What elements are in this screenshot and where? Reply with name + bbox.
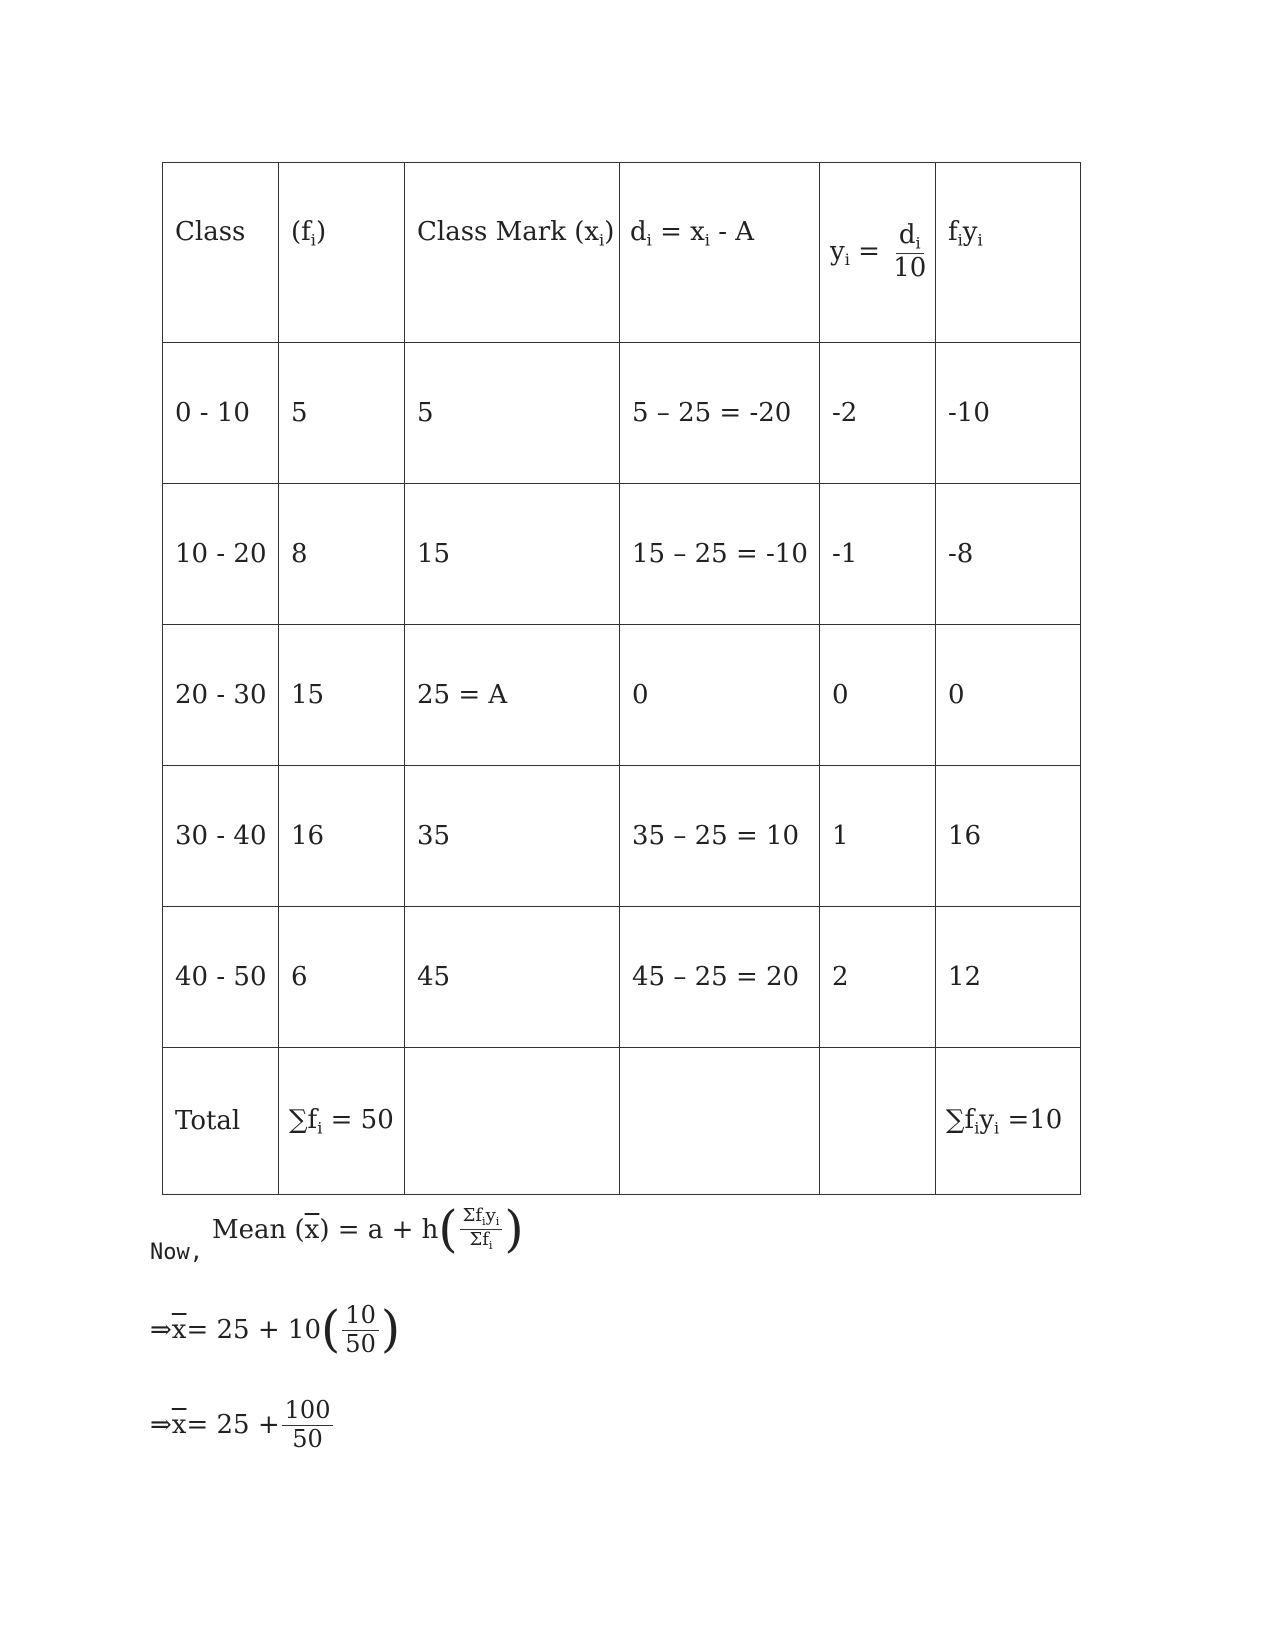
- mean-fraction: $\frac{\Sigma f_iy_i}{\Sigma f_i}$: [460, 1206, 503, 1252]
- header-fy: $f_iy_i$: [936, 163, 1081, 343]
- cell-sum-frequency: $\sum f_i = 50$: [279, 1048, 405, 1195]
- now-label: Now,: [150, 1240, 203, 1265]
- cell-step-deviation: 0: [820, 625, 936, 766]
- cell-empty: [405, 1048, 620, 1195]
- table-row: [163, 907, 1081, 1048]
- simplified-fraction: $\frac{100}{50}$: [282, 1397, 334, 1453]
- cell-class: 40 - 50: [163, 907, 279, 1048]
- cell-frequency: 5: [279, 343, 405, 484]
- cell-class: 30 - 40: [163, 766, 279, 907]
- cell-total-label: Total: [163, 1048, 279, 1195]
- mean-formula: Mean ( $\overline{x}$ ) = a + h ( $\frac{\Sigma f_iy_i}{\Sigma f_i}$ ): [212, 1200, 524, 1258]
- cell-empty: [620, 1048, 820, 1195]
- cell-fy: -8: [936, 484, 1081, 625]
- cell-frequency: 8: [279, 484, 405, 625]
- header-class-mark: Class Mark $(x_i)$: [405, 163, 620, 343]
- cell-fy: 12: [936, 907, 1081, 1048]
- substitution-fraction: $\frac{10}{50}$: [342, 1302, 379, 1358]
- simplified-formula: ⇒ $\overline{x}$ = 25 + $\frac{100}{50}$: [150, 1397, 335, 1453]
- table-row: [163, 625, 1081, 766]
- cell-class-mark: 5: [405, 343, 620, 484]
- cell-class: 10 - 20: [163, 484, 279, 625]
- cell-class-mark: 35: [405, 766, 620, 907]
- cell-class: 20 - 30: [163, 625, 279, 766]
- table-row: [163, 766, 1081, 907]
- cell-deviation: 35 – 25 = 10: [620, 766, 820, 907]
- cell-class-mark: 45: [405, 907, 620, 1048]
- cell-deviation: 5 – 25 = -20: [620, 343, 820, 484]
- cell-sum-fy: $\sum f_iy_i =10$: [936, 1048, 1081, 1195]
- cell-step-deviation: -1: [820, 484, 936, 625]
- cell-deviation: 15 – 25 = -10: [620, 484, 820, 625]
- cell-empty: [820, 1048, 936, 1195]
- cell-fy: 16: [936, 766, 1081, 907]
- header-frequency: $(f_i)$: [279, 163, 405, 343]
- cell-class-mark: 15: [405, 484, 620, 625]
- table-row: [163, 343, 1081, 484]
- cell-fy: 0: [936, 625, 1081, 766]
- frequency-table: [162, 162, 1081, 1195]
- table-total-row: [163, 1048, 1081, 1195]
- cell-deviation: 45 – 25 = 20: [620, 907, 820, 1048]
- header-step-deviation: $y_i$ = $\frac{d_i}{10}$: [820, 163, 936, 343]
- header-deviation: $d_i = x_i - A$: [620, 163, 820, 343]
- cell-step-deviation: 1: [820, 766, 936, 907]
- cell-fy: -10: [936, 343, 1081, 484]
- cell-frequency: 15: [279, 625, 405, 766]
- y-fraction: $\frac{d_i}{10}$: [893, 219, 927, 284]
- cell-frequency: 6: [279, 907, 405, 1048]
- table-header-row: [163, 163, 1081, 343]
- cell-class: 0 - 10: [163, 343, 279, 484]
- cell-step-deviation: 2: [820, 907, 936, 1048]
- table-row: [163, 484, 1081, 625]
- header-class: Class: [163, 163, 279, 343]
- cell-step-deviation: -2: [820, 343, 936, 484]
- cell-frequency: 16: [279, 766, 405, 907]
- substitution-formula: ⇒ $\overline{x}$ = 25 + 10 ( $\frac{10}{50}$ ): [150, 1300, 401, 1359]
- cell-class-mark: 25 = A: [405, 625, 620, 766]
- cell-deviation: 0: [620, 625, 820, 766]
